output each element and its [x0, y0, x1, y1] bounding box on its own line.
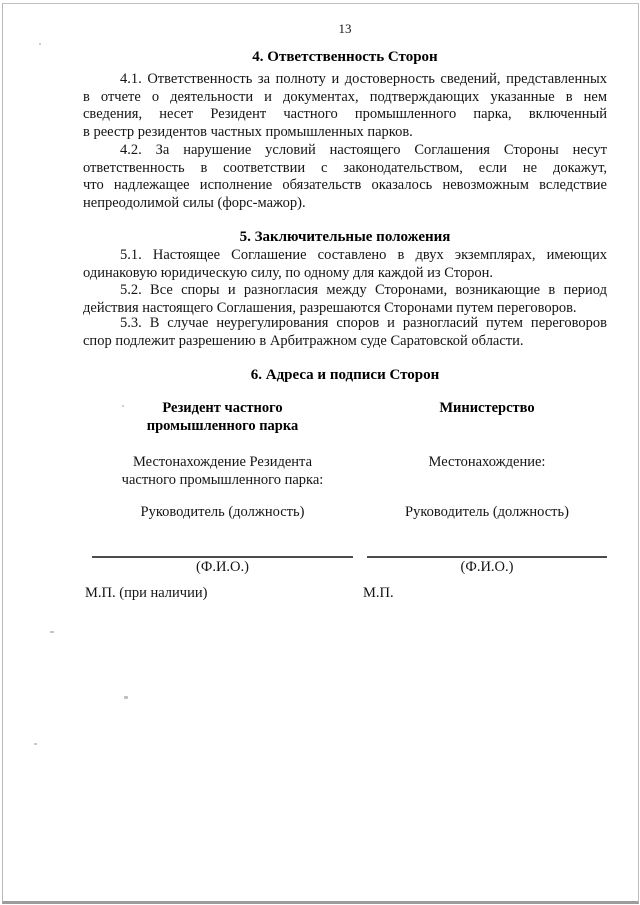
scan-speck — [39, 43, 41, 45]
paragraph-4-2 — [83, 142, 607, 212]
paragraph-4-1 — [83, 71, 607, 141]
ministry-location-label: Местонахождение: — [428, 454, 546, 470]
text-line: одинаковую юридическую силу, по одному для каждой из Сторон. — [83, 264, 494, 281]
text-line: в реестр резидентов частных промышленных парков. — [83, 123, 413, 140]
resident-seal-label: М.П. (при наличии) — [85, 585, 208, 601]
paragraph-5-3 — [83, 315, 607, 350]
text-line: действия настоящего Соглашения, разрешаются Сторонами путем переговоров. — [83, 299, 577, 316]
resident-location-label — [92, 454, 353, 489]
ministry-fio-label: (Ф.И.О.) — [460, 559, 514, 575]
text-line: 4.1. Ответственность за полноту и достоверность сведений, представленных — [120, 71, 607, 87]
resident-party-name — [92, 400, 353, 435]
text-line: непреодолимой силы (форс-мажор). — [83, 194, 306, 211]
text-line: Местонахождение Резидента — [132, 454, 313, 470]
resident-head-label: Руководитель (должность) — [140, 504, 305, 520]
text-line: ответственность в соответствии с законодательством, если не докажут, — [83, 159, 607, 176]
text-line: 4.2. За нарушение условий настоящего Соглашения Стороны несут — [120, 142, 607, 158]
scan-speck — [34, 743, 37, 745]
text-line: что надлежащее исполнение обязательств оказалось невозможным вследствие — [83, 177, 607, 193]
text-line: спор подлежит разрешению в Арбитражном суде Саратовской области. — [83, 332, 524, 349]
resident-fio-label: (Ф.И.О.) — [196, 559, 249, 575]
ministry-signature-line — [367, 556, 607, 558]
ministry-seal-label: М.П. — [363, 585, 394, 601]
section-6-heading: 6. Адреса и подписи Сторон — [250, 367, 440, 383]
text-line: 5.2. Все споры и разногласия между Сторонами, возникающие в период — [120, 282, 607, 298]
page-number: 13 — [338, 21, 352, 36]
scan-speck — [122, 405, 124, 407]
text-line: в отчете о деятельности и документах, подтверждающих указанные в нем — [83, 88, 607, 105]
text-line: промышленного парка — [146, 417, 299, 434]
ministry-head-label: Руководитель (должность) — [405, 504, 569, 520]
scan-speck — [50, 631, 54, 633]
section-4-heading: 4. Ответственность Сторон — [252, 49, 438, 65]
text-line: сведения, несет Резидент частного промышленного парка, включенный — [83, 106, 607, 122]
paragraph-5-1 — [83, 247, 607, 282]
ministry-party-name: Министерство — [439, 400, 535, 416]
section-5-heading: 5. Заключительные положения — [239, 229, 451, 245]
text-line: 5.1. Настоящее Соглашение составлено в двух экземплярах, имеющих — [120, 247, 607, 263]
resident-signature-line — [92, 556, 353, 558]
paragraph-5-2 — [83, 282, 607, 317]
text-line: частного промышленного парка: — [121, 471, 324, 488]
scan-speck — [124, 696, 128, 699]
text-line: Резидент частного — [162, 400, 283, 416]
text-line: 5.3. В случае неурегулирования споров и разногласий путем переговоров — [120, 315, 607, 331]
